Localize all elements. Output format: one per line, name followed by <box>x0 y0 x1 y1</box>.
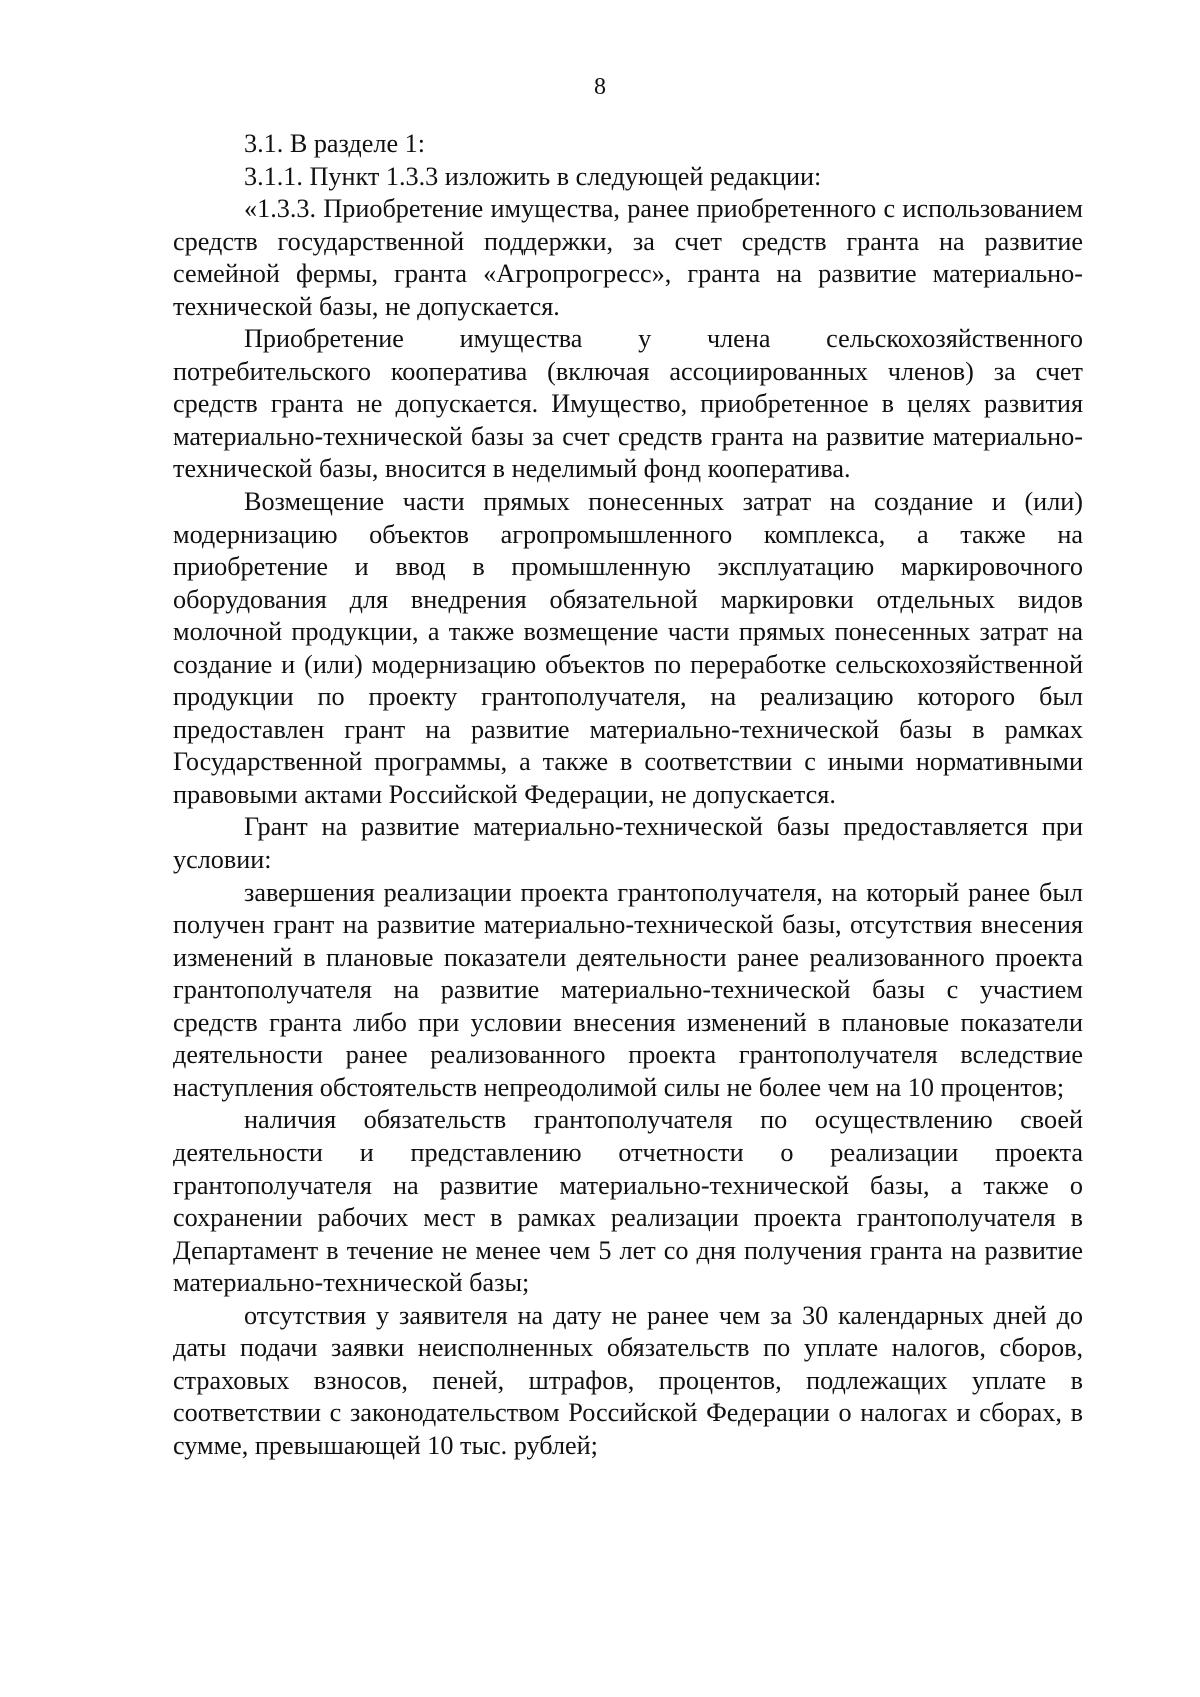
condition-item: завершения реализации проекта грантополучателя, на который ранее был получен грант на развитие материально-технической базы, отсутствия внесения изменений в плановые показатели деятельности ранее реализованного проекта грантополучателя на развитие материально-технической базы с участием средств гранта либо при условии внесения изменений в плановые показатели деятельности ранее реализованного проекта грантополучателя вследствие наступления обстоятельств непреодолимой силы не более чем на 10 процентов; <box>173 877 1083 1102</box>
condition-item: отсутствия у заявителя на дату не ранее чем за 30 календарных дней до даты подачи заявки неисполненных обязательств по уплате налогов, сборов, страховых взносов, пеней, штрафов, процентов, подлежащих уплате в соответствии с законодательством Российской Федерации о налогах и сборах, в сумме, превышающей 10 тыс. рублей; <box>173 1300 1083 1460</box>
paragraph: Приобретение имущества у члена сельскохозяйственного потребительского кооператива (включая ассоциированных членов) за счет средств гранта не допускается. Имущество, приобретенное в целях развития материально-технической базы за счет средств гранта на развитие материально-технической базы, вносится в неделимый фонд кооператива. <box>173 324 1083 484</box>
condition-item: наличия обязательств грантополучателя по осуществлению своей деятельности и представлению отчетности о реализации проекта грантополучателя на развитие материально-технической базы, а также о сохранении рабочих мест в рамках реализации проекта грантополучателя в Департамент в течение не менее чем 5 лет со дня получения гранта на развитие материально-технической базы; <box>173 1105 1083 1298</box>
paragraph: «1.3.3. Приобретение имущества, ранее приобретенного с использованием средств государственной поддержки, за счет средств гранта на развитие семейной фермы, гранта «Агропрогресс», гранта на развитие материально-технической базы, не допускается. <box>173 194 1083 321</box>
paragraph: Возмещение части прямых понесенных затрат на создание и (или) модернизацию объектов агропромышленного комплекса, а также на приобретение и ввод в промышленную эксплуатацию маркировочного оборудования для внедрения обязательной маркировки отдельных видов молочной продукции, а также возмещение части прямых понесенных затрат на создание и (или) модернизацию объектов по переработке сельскохозяйственной продукции по проекту грантополучателя, на реализацию которого был предоставлен грант на развитие материально-технической базы в рамках Государственной программы, а также в соответствии с иными нормативными правовыми актами Российской Федерации, не допускается. <box>173 487 1083 809</box>
paragraph: Грант на развитие материально-технической базы предоставляется при условии: <box>173 812 1083 875</box>
amendment-instruction: 3.1.1. Пункт 1.3.3 изложить в следующей редакции: <box>244 161 822 191</box>
document-body <box>173 128 1083 1462</box>
section-heading: 3.1. В разделе 1: <box>244 129 425 158</box>
page-number: 8 <box>594 74 606 100</box>
